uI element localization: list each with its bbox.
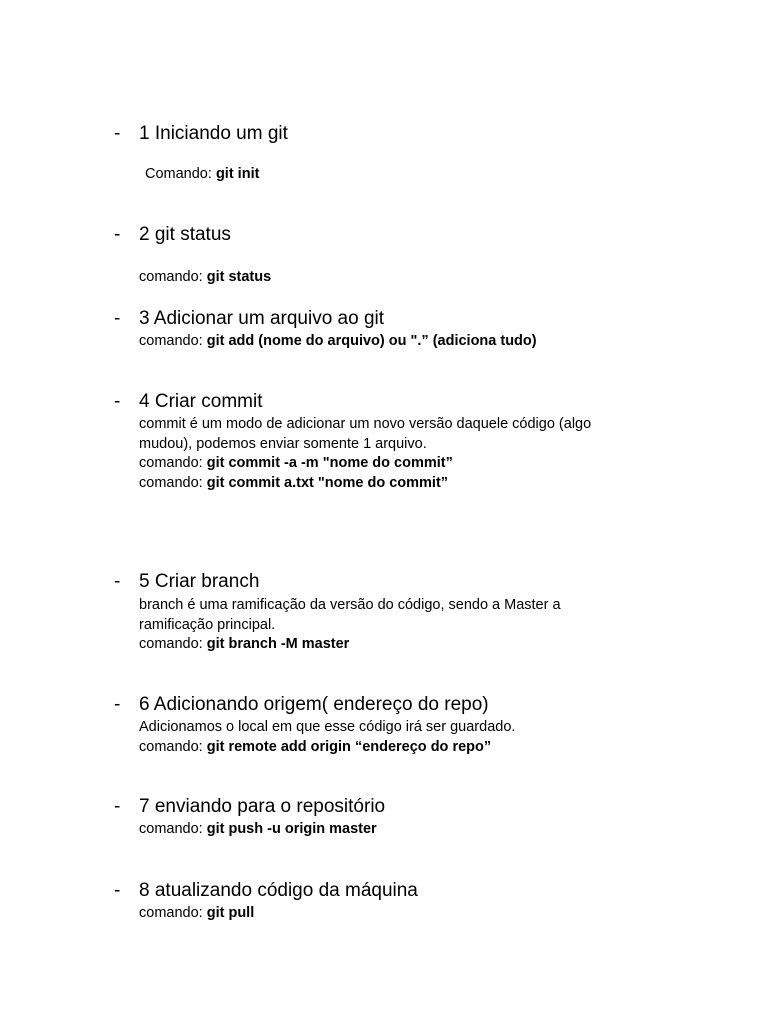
section-heading [0, 121, 700, 147]
command-text: git remote add origin “endereço do repo” [206, 738, 492, 755]
heading-text: 5 Criar branch [139, 571, 260, 592]
section-body [139, 904, 659, 924]
command-text: git commit a.txt "nome do commit” [206, 474, 449, 491]
body-line: mudou), podemos enviar somente 1 arquivo. [139, 435, 427, 452]
section-heading [0, 306, 700, 332]
command-text: git add (nome do arquivo) ou ".” (adiciona tudo) [206, 333, 537, 349]
body-line: comando: git push -u origin master [139, 821, 377, 837]
bullet-dash: - [114, 880, 121, 901]
bullet-dash: - [114, 308, 121, 329]
bullet-dash: - [114, 391, 121, 412]
command-text: git status [206, 269, 272, 285]
section-body [139, 332, 659, 352]
body-line: Comando: git init [145, 166, 260, 182]
section-body [139, 718, 659, 757]
body-line: comando: git commit -a -m "nome do commit” [139, 455, 453, 471]
heading-text: 3 Adicionar um arquivo ao git [139, 308, 385, 329]
command-text: git init [215, 166, 260, 182]
section-heading [0, 794, 700, 820]
section-heading [0, 692, 700, 718]
section-heading [0, 569, 700, 595]
section-heading [0, 222, 700, 248]
body-line: comando: git remote add origin “endereço do repo” [139, 738, 492, 755]
bullet-dash: - [114, 796, 121, 817]
body-line: commit é um modo de adicionar um novo versão daquele código (algo [139, 416, 592, 432]
command-text: git branch -M master [206, 636, 350, 652]
heading-text: 8 atualizando código da máquina [139, 880, 418, 901]
body-line: branch é uma ramificação da versão do código, sendo a Master a [139, 597, 561, 613]
body-line: ramificação principal. [139, 616, 276, 633]
body-line: comando: git branch -M master [139, 636, 350, 652]
heading-text: 4 Criar commit [139, 391, 263, 412]
section-heading [0, 878, 700, 904]
heading-text: 7 enviando para o repositório [139, 796, 386, 817]
body-line: comando: git pull [139, 905, 255, 921]
section-body [139, 268, 659, 288]
heading-text: 2 git status [139, 224, 231, 245]
body-line: comando: git add (nome do arquivo) ou ".” (adiciona tudo) [139, 333, 537, 349]
command-text: git commit -a -m "nome do commit” [206, 455, 453, 471]
bullet-dash: - [114, 123, 121, 144]
bullet-dash: - [114, 571, 121, 592]
command-text: git pull [206, 905, 255, 921]
bullet-dash: - [114, 224, 121, 245]
body-line: Adicionamos o local em que esse código irá ser guardado. [139, 719, 516, 735]
body-line: comando: git status [139, 269, 272, 285]
section-heading [0, 389, 700, 415]
section-body [139, 415, 659, 493]
section-body [139, 596, 659, 655]
section-body [145, 165, 665, 185]
command-text: git push -u origin master [206, 821, 377, 837]
bullet-dash: - [114, 694, 121, 715]
heading-text: 6 Adicionando origem( endereço do repo) [139, 694, 489, 715]
heading-text: 1 Iniciando um git [139, 123, 288, 144]
section-body [139, 820, 659, 840]
body-line: comando: git commit a.txt "nome do commit” [139, 474, 449, 491]
